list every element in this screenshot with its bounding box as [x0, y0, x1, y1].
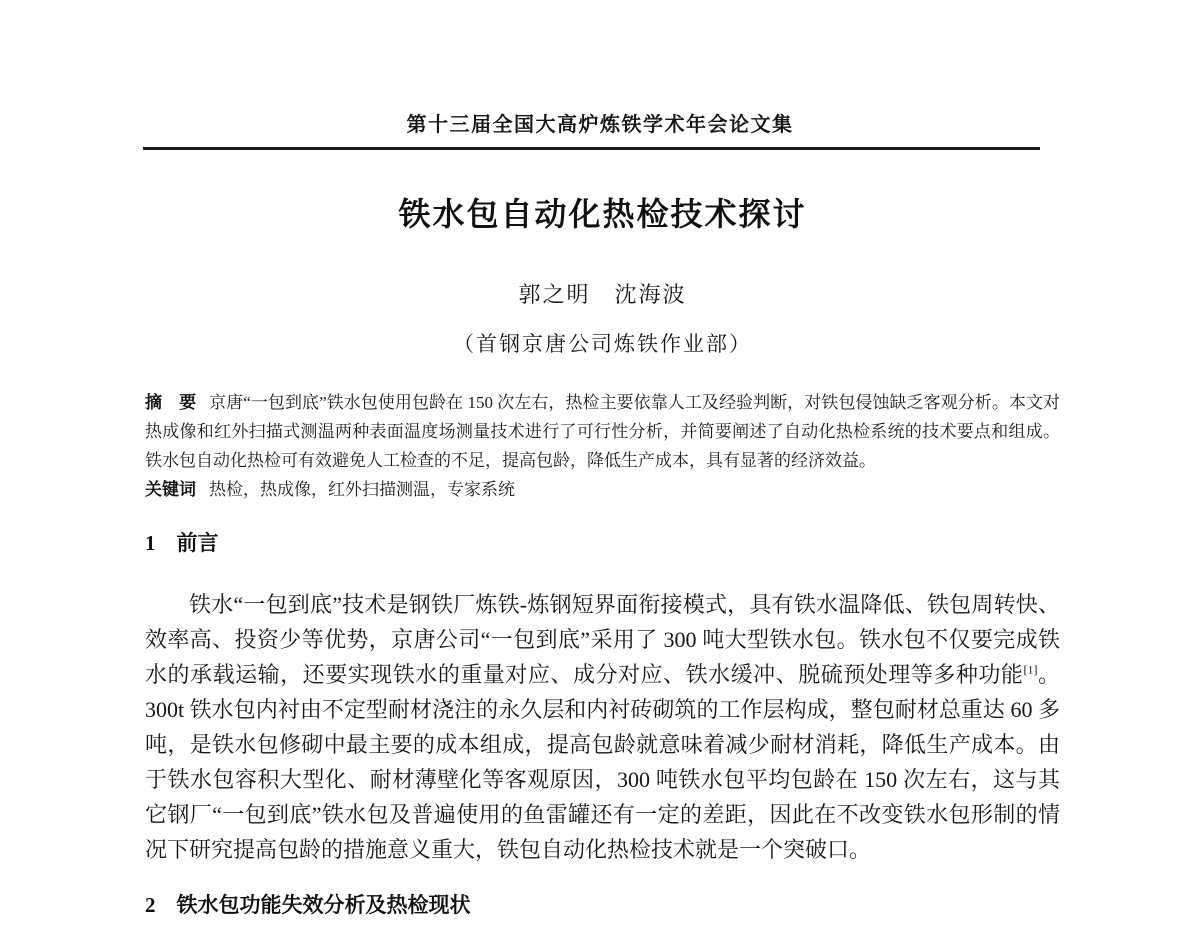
- intro-paragraph-text-1: 铁水“一包到底”技术是钢铁厂炼铁-炼钢短界面衔接模式，具有铁水温降低、铁包周转快、效率高、投资少等优势，京唐公司“一包到底”采用了 300 吨大型铁水包。铁水包不仅要完成铁水的承载运输，还要实现铁水的重量对应、成分对应、铁水缓冲、脱硫预处理等多种功能: [145, 592, 1060, 687]
- intro-paragraph: [145, 587, 1060, 867]
- content-column: [0, 194, 1200, 919]
- authors: 郭之明 沈海波: [518, 282, 687, 307]
- affiliation: （首钢京唐公司炼铁作业部）: [453, 332, 752, 356]
- abstract-label: 摘 要: [145, 393, 197, 412]
- keywords-label: 关键词: [145, 480, 196, 499]
- section-2-heading: 2 铁水包功能失效分析及热检现状: [145, 893, 471, 917]
- abstract: [145, 388, 1060, 475]
- citation-ref-1: [1]: [1023, 662, 1038, 677]
- abstract-text: 京唐“一包到底”铁水包使用包龄在 150 次左右，热检主要依靠人工及经验判断，对铁包侵蚀缺乏客观分析。本文对热成像和红外扫描式测温两种表面温度场测量技术进行了可行性分析，并简要阐述了自动化热检系统的技术要点和组成。铁水包自动化热检可有效避免人工检查的不足，提高包龄，降低生产成本，具有显著的经济效益。: [145, 393, 1061, 470]
- keywords-line: [145, 475, 1060, 504]
- section-1-heading: 1 前言: [145, 531, 219, 555]
- keywords-text: 热检，热成像，红外扫描测温，专家系统: [209, 480, 515, 499]
- running-header: 第十三届全国大高炉炼铁学术年会论文集: [406, 114, 794, 136]
- header-rule: [143, 147, 1040, 150]
- intro-paragraph-text-2: 。300t 铁水包内衬由不定型耐材浇注的永久层和内衬砖砌筑的工作层构成，整包耐材总重达 60 多吨，是铁水包修砌中最主要的成本组成，提高包龄就意味着减少耐材消耗，降低生产成本。由于铁水包容积大型化、耐材薄壁化等客观原因，300 吨铁水包平均包龄在 150 次左右，这与其它钢厂“一包到底”铁水包及普遍使用的鱼雷罐还有一定的差距，因此在不改变铁水包形制的情况下研究提高包龄的措施意义重大，铁包自动化热检技术就是一个突破口。: [145, 662, 1060, 862]
- paper-title: 铁水包自动化热检技术探讨: [398, 196, 807, 232]
